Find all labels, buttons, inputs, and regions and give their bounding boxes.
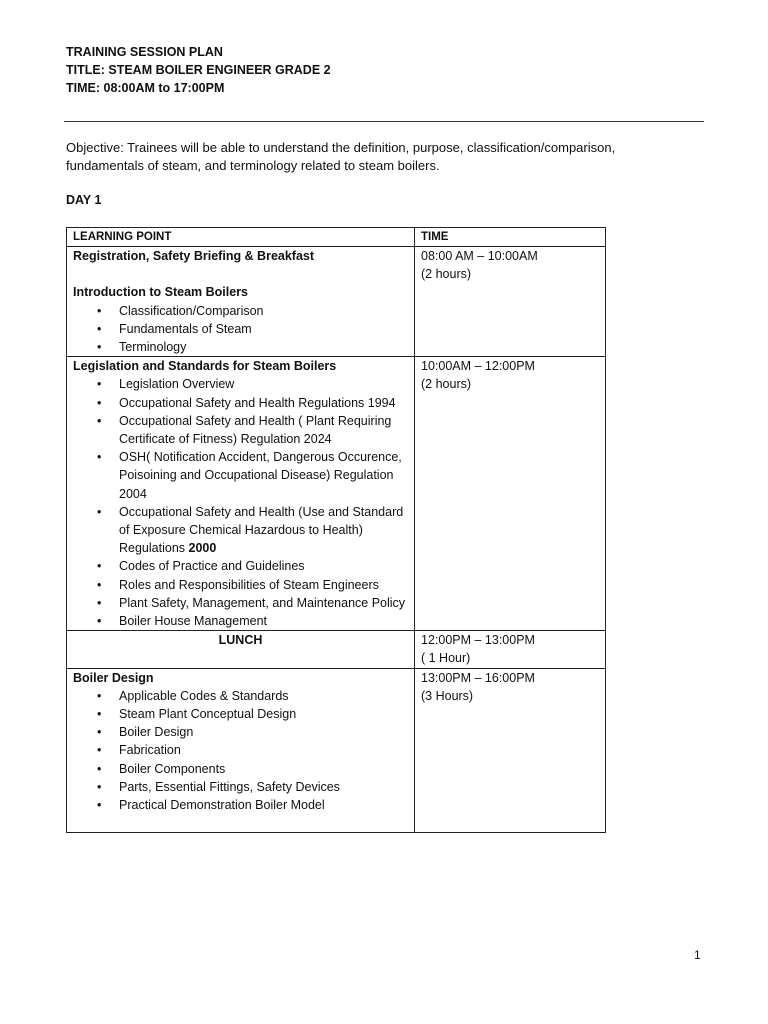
list-item: • Boiler Design bbox=[119, 723, 408, 741]
time-range: 10:00AM – 12:00PM bbox=[421, 359, 535, 374]
list-item: • Fundamentals of Steam bbox=[119, 320, 408, 338]
time-cell bbox=[415, 631, 606, 668]
list-item: • Practical Demonstration Boiler Model bbox=[119, 796, 408, 814]
list-item: • Applicable Codes & Standards bbox=[119, 687, 408, 705]
list-item: • Fabrication bbox=[119, 741, 408, 759]
time-cell bbox=[415, 247, 606, 357]
learning-point-cell bbox=[67, 247, 415, 357]
bullet-list bbox=[73, 302, 408, 357]
table-header-row bbox=[67, 228, 606, 247]
list-item: • Steam Plant Conceptual Design bbox=[119, 705, 408, 723]
page-number: 1 bbox=[694, 948, 701, 962]
session-plan-table bbox=[66, 227, 606, 833]
list-item: • Parts, Essential Fittings, Safety Devices bbox=[119, 778, 408, 796]
row-title: Boiler Design bbox=[73, 670, 154, 685]
time-range: 13:00PM – 16:00PM bbox=[421, 670, 535, 685]
list-item: • Boiler Components bbox=[119, 760, 408, 778]
list-item: • Occupational Safety and Health ( Plant Requiring Certificate of Fitness) Regulation 2024 bbox=[119, 412, 408, 448]
list-item: • Classification/Comparison bbox=[119, 302, 408, 320]
list-item: • Roles and Responsibilities of Steam Engineers bbox=[119, 576, 408, 594]
time-cell bbox=[415, 668, 606, 833]
list-item: • Legislation Overview bbox=[119, 375, 408, 393]
day-label: DAY 1 bbox=[66, 193, 102, 207]
row-title: Legislation and Standards for Steam Boilers bbox=[73, 359, 337, 374]
time-range: 12:00PM – 13:00PM bbox=[421, 633, 535, 648]
list-item: • Occupational Safety and Health Regulations 1994 bbox=[119, 394, 408, 412]
list-item: • Boiler House Management bbox=[119, 612, 408, 630]
list-item: • Terminology bbox=[119, 338, 408, 356]
objective-text: Objective: Trainees will be able to understand the definition, purpose, classification/comparison, fundamentals of steam, and terminology related to steam boilers. bbox=[66, 140, 616, 173]
time-cell bbox=[415, 357, 606, 631]
column-header-learning-point: LEARNING POINT bbox=[67, 228, 415, 247]
time-duration: (3 Hours) bbox=[421, 688, 474, 703]
time-range: 08:00 AM – 10:00AM bbox=[421, 249, 538, 264]
table-row bbox=[67, 357, 606, 631]
row-title: Introduction to Steam Boilers bbox=[73, 285, 249, 300]
time-duration: (2 hours) bbox=[421, 267, 472, 282]
list-item: • OSH( Notification Accident, Dangerous Occurence, Poisoining and Occupational Disease) Regulation 2004 bbox=[119, 448, 408, 503]
learning-point-cell bbox=[67, 668, 415, 833]
document-header bbox=[66, 43, 331, 97]
list-item: • Plant Safety, Management, and Maintenance Policy bbox=[119, 594, 408, 612]
header-line-time: TIME: 08:00AM to 17:00PM bbox=[66, 81, 225, 95]
table-row bbox=[67, 247, 606, 357]
lunch-cell: LUNCH bbox=[67, 631, 415, 668]
horizontal-rule bbox=[64, 121, 704, 122]
time-duration: (2 hours) bbox=[421, 377, 472, 392]
bullet-list bbox=[73, 687, 408, 814]
list-item bbox=[119, 503, 408, 558]
learning-point-cell bbox=[67, 357, 415, 631]
table-row bbox=[67, 668, 606, 833]
header-line-title: TITLE: STEAM BOILER ENGINEER GRADE 2 bbox=[66, 63, 331, 77]
list-item-text: Occupational Safety and Health (Use and Standard of Exposure Chemical Hazardous to Health) Regulations bbox=[119, 504, 404, 556]
row-title: Registration, Safety Briefing & Breakfast bbox=[73, 249, 315, 264]
column-header-time: TIME bbox=[415, 228, 606, 247]
table-row bbox=[67, 631, 606, 668]
list-item-bold-year: 2000 bbox=[188, 541, 217, 556]
list-item: • Codes of Practice and Guidelines bbox=[119, 557, 408, 575]
time-duration: ( 1 Hour) bbox=[421, 651, 471, 666]
bullet-list bbox=[73, 375, 408, 630]
header-line-plan: TRAINING SESSION PLAN bbox=[66, 45, 223, 59]
